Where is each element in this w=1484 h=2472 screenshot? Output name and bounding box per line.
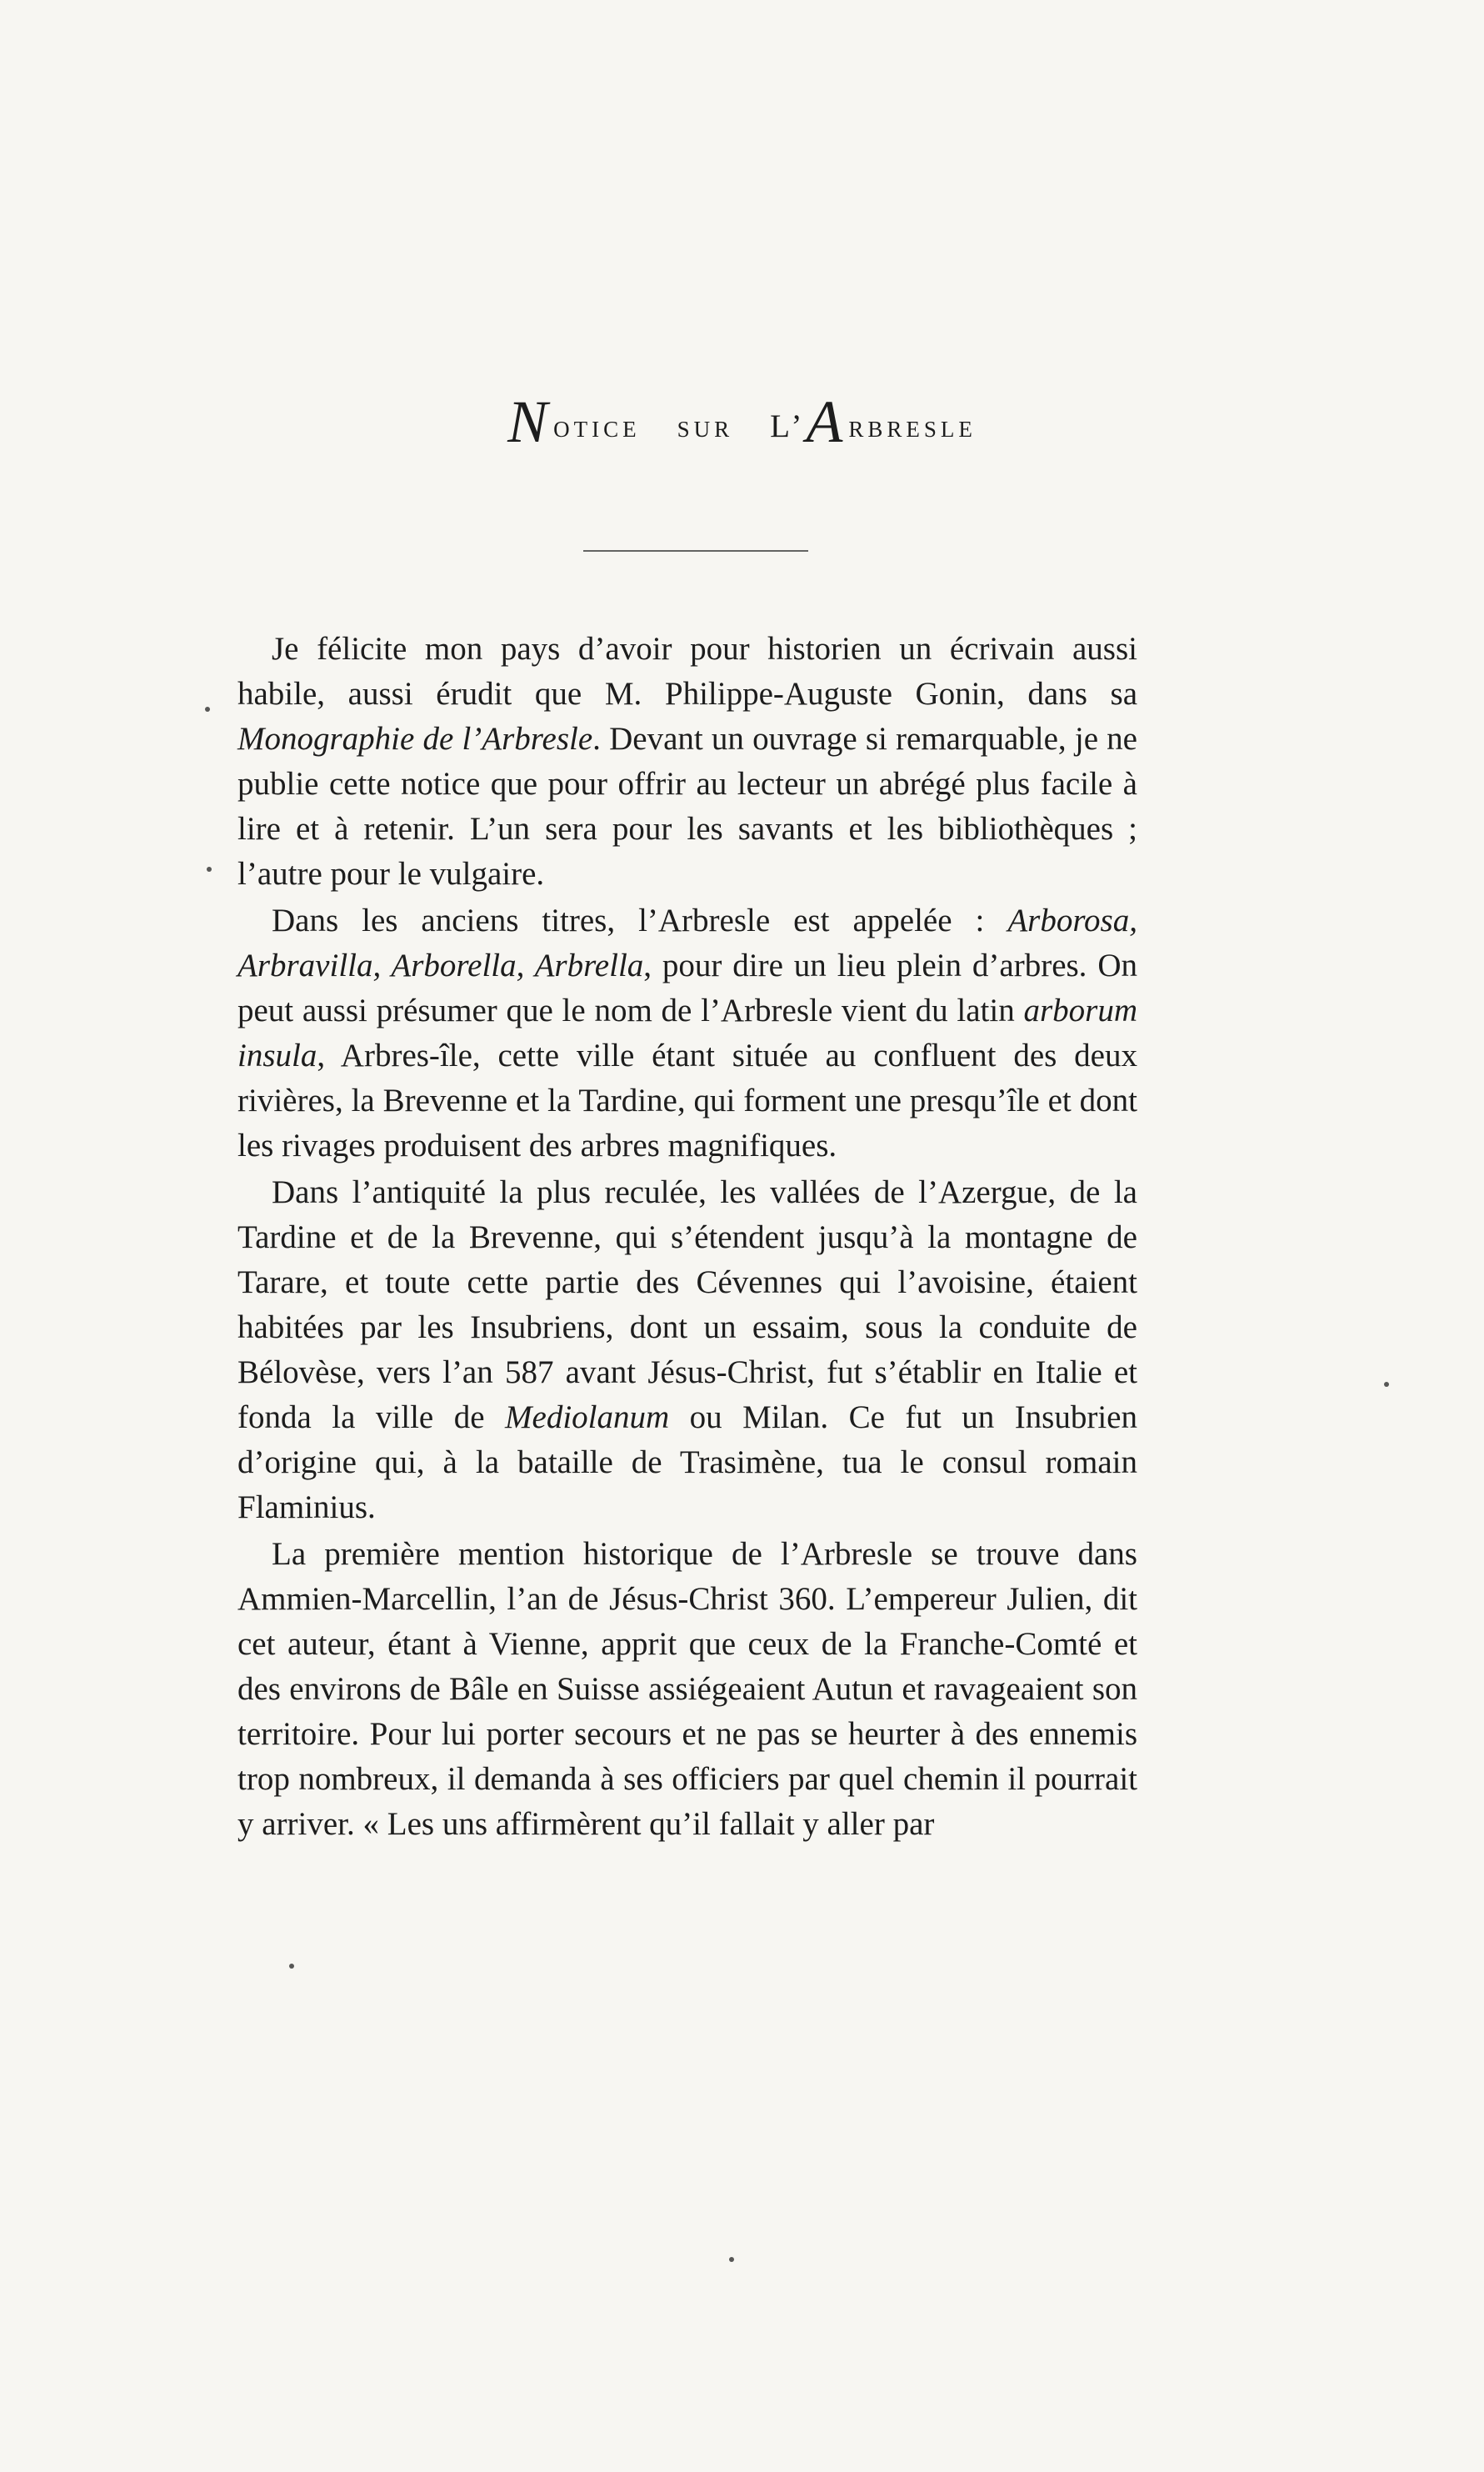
title-word-sur: sur (677, 408, 734, 444)
print-fleck (729, 2257, 734, 2262)
print-fleck (289, 1964, 294, 1969)
print-fleck (207, 867, 212, 872)
paragraph-4: La première mention historique de l’Arbresle se trouve dans Ammien-Marcellin, l’an de Jésus-Christ 360. L’empereur Julien, dit cet auteur, étant à Vienne, apprit que ceux de la Franche-Comté et des environs de Bâle en Suisse assiégeaient Autun et ravageaient son territoire. Pour lui porter secours et ne pas se heurter à des ennemis trop nombreux, il demanda à ses officiers par quel chemin il pourrait y arriver. « Les uns affirmèrent qu’il fallait y aller par (237, 1536, 1137, 1842)
print-fleck (205, 707, 210, 712)
title-divider (583, 550, 808, 552)
print-fleck (1384, 1382, 1389, 1387)
body-text (237, 627, 1137, 1849)
page-title (0, 388, 1484, 455)
paragraph-2: Dans les anciens titres, l’Arbresle est appelée : Arborosa, Arbravilla, Arborella, Arbrella, pour dire un lieu plein d’arbres. On peut aussi présumer que le nom de l’Arbresle vient du latin arborum insula, Arbres-île, cette ville étant située au confluent des deux rivières, la Brevenne et la Tardine, qui forment une presqu’île et dont les rivages produisent des arbres magnifiques. (237, 903, 1137, 1163)
paragraph-1: Je félicite mon pays d’avoir pour historien un écrivain aussi habile, aussi érudit que M. Philippe-Auguste Gonin, dans sa Monographie de l’Arbresle. Devant un ouvrage si remarquable, je ne publie cette notice que pour offrir au lecteur un abrégé plus facile à lire et à retenir. L’un sera pour les savants et les bibliothèques ; l’autre pour le vulgaire. (237, 631, 1137, 892)
paragraph-3: Dans l’antiquité la plus reculée, les vallées de l’Azergue, de la Tardine et de la Brevenne, qui s’étendent jusqu’à la montagne de Tarare, et toute cette partie des Cévennes qui l’avoisine, étaient habitées par les Insubriens, dont un essaim, sous la conduite de Bélovèse, vers l’an 587 avant Jésus-Christ, fut s’établir en Italie et fonda la ville de Mediolanum ou Milan. Ce fut un Insubrien d’origine qui, à la bataille de Trasimène, tua le consul romain Flaminius. (237, 1174, 1137, 1525)
title-word-arbresle: L’Arbresle (770, 388, 977, 455)
title-word-notice: Notice (507, 388, 641, 455)
